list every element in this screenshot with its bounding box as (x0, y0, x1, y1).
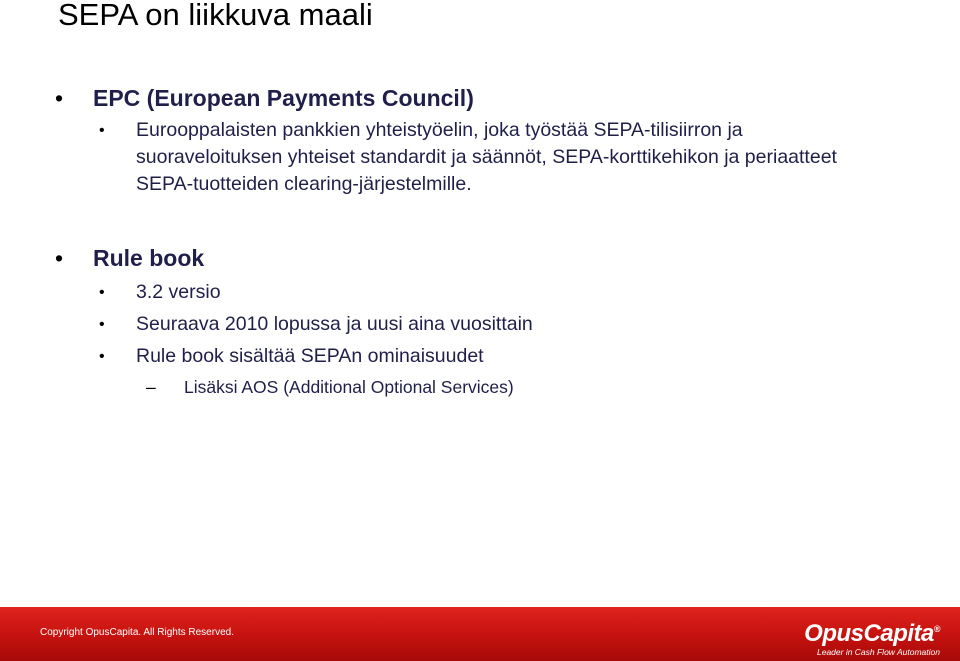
bullet-marker: • (99, 316, 105, 333)
logo-registered-mark: ® (933, 624, 940, 634)
copyright-text: Copyright OpusCapita. All Rights Reserved. (40, 627, 234, 638)
bullet-rule-book (55, 244, 205, 272)
rule-book-heading: Rule book (93, 245, 205, 271)
epc-description (99, 117, 856, 198)
bullet-marker: • (55, 245, 64, 271)
rule-book-contents-text: Rule book sisältää SEPAn ominaisuudet (136, 345, 484, 367)
rule-book-item-contents (99, 343, 856, 370)
aos-text: Lisäksi AOS (Additional Optional Services) (184, 377, 514, 397)
rule-book-item-next (99, 311, 856, 338)
logo-name (804, 616, 940, 647)
rule-book-subitem-aos (146, 375, 514, 399)
opuscapita-logo (804, 616, 940, 657)
logo-name-text: OpusCapita (804, 620, 934, 647)
slide-title: SEPA on liikkuva maali (58, 0, 373, 32)
dash-marker: – (146, 377, 156, 397)
bullet-epc (55, 84, 474, 112)
logo-tagline: Leader in Cash Flow Automation (816, 647, 940, 657)
bullet-marker: • (99, 348, 105, 365)
rule-book-item-version (99, 279, 856, 306)
epc-heading: EPC (European Payments Council) (93, 85, 474, 111)
bullet-marker: • (99, 122, 105, 139)
rule-book-version-text: 3.2 versio (136, 281, 221, 303)
bullet-marker: • (99, 284, 105, 301)
rule-book-next-text: Seuraava 2010 lopussa ja uusi aina vuosittain (136, 313, 533, 335)
bullet-marker: • (55, 85, 64, 111)
epc-description-text: Eurooppalaisten pankkien yhteistyöelin, joka työstää SEPA-tilisiirron ja suoraveloituksen yhteiset standardit ja säännöt, SEPA-korttikehikon ja periaatteet SEPA-tuotteiden clearing-järjestelmille. (136, 119, 837, 195)
footer-bar (0, 607, 960, 661)
